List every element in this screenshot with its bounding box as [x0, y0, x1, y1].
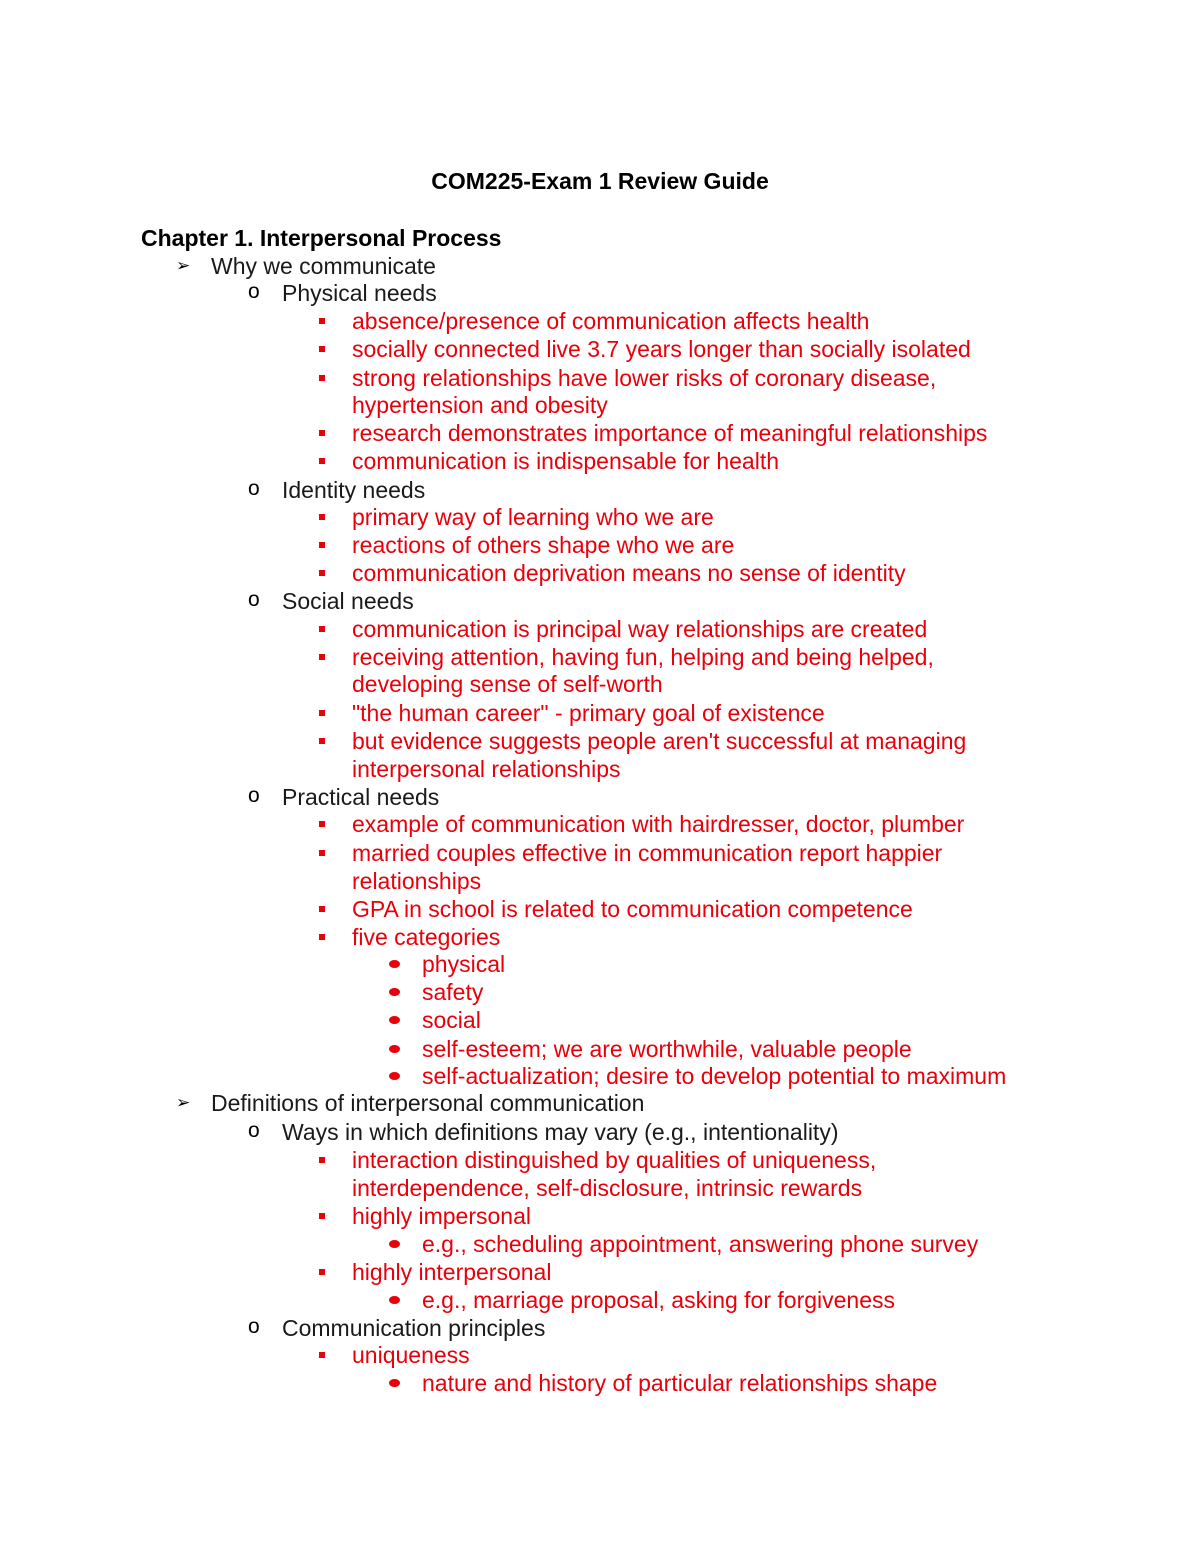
square-bullet-icon [319, 542, 325, 548]
arrow-bullet-icon: ➢ [176, 1093, 191, 1112]
outline-item-level-3: primary way of learning who we are [352, 504, 714, 530]
square-bullet-icon [319, 850, 325, 856]
outline-item-level-3: interdependence, self-disclosure, intrinsic rewards [352, 1175, 863, 1201]
outline-item-level-3: but evidence suggests people aren't successful at managing [352, 728, 967, 754]
outline-item-level-3: married couples effective in communication report happier [352, 840, 943, 866]
square-bullet-icon [319, 318, 325, 324]
square-bullet-icon [319, 710, 325, 716]
outline-item-level-3: uniqueness [352, 1342, 470, 1368]
circle-bullet-icon: o [248, 784, 260, 807]
square-bullet-icon [319, 654, 325, 660]
outline-item-level-2: Communication principles [282, 1315, 546, 1341]
circle-bullet-icon: o [248, 280, 260, 303]
square-bullet-icon [319, 906, 325, 912]
outline-item-level-3: interaction distinguished by qualities of uniqueness, [352, 1147, 877, 1173]
round-bullet-icon [389, 1296, 400, 1304]
square-bullet-icon [319, 821, 325, 827]
outline-item-level-3: highly interpersonal [352, 1259, 552, 1285]
outline-item-level-3: interpersonal relationships [352, 756, 621, 782]
round-bullet-icon [389, 1379, 400, 1387]
chapter-heading: Chapter 1. Interpersonal Process [141, 225, 502, 251]
square-bullet-icon [319, 1352, 325, 1358]
round-bullet-icon [389, 1072, 400, 1080]
arrow-bullet-icon: ➢ [176, 256, 191, 275]
outline-item-level-3: research demonstrates importance of meaningful relationships [352, 420, 988, 446]
outline-item-level-2: Practical needs [282, 784, 440, 810]
outline-item-level-3: communication is principal way relationships are created [352, 616, 928, 642]
outline-item-level-3: developing sense of self-worth [352, 671, 663, 697]
outline-item-level-3: socially connected live 3.7 years longer than socially isolated [352, 336, 971, 362]
outline-item-level-2: Social needs [282, 588, 414, 614]
outline-item-level-1: Why we communicate [211, 253, 436, 279]
outline-item-level-3: "the human career" - primary goal of existence [352, 700, 825, 726]
outline-item-level-4: self-actualization; desire to develop potential to maximum [422, 1063, 1007, 1089]
outline-item-level-3: hypertension and obesity [352, 392, 608, 418]
round-bullet-icon [389, 1045, 400, 1053]
square-bullet-icon [319, 570, 325, 576]
square-bullet-icon [319, 430, 325, 436]
square-bullet-icon [319, 346, 325, 352]
square-bullet-icon [319, 1269, 325, 1275]
outline-item-level-4: self-esteem; we are worthwhile, valuable people [422, 1036, 912, 1062]
outline-item-level-3: communication is indispensable for health [352, 448, 780, 474]
outline-item-level-4: physical [422, 951, 506, 977]
square-bullet-icon [319, 514, 325, 520]
outline-item-level-3: relationships [352, 868, 482, 894]
outline-item-level-2: Physical needs [282, 280, 437, 306]
outline-item-level-4: e.g., scheduling appointment, answering phone survey [422, 1231, 979, 1257]
square-bullet-icon [319, 375, 325, 381]
circle-bullet-icon: o [248, 477, 260, 500]
circle-bullet-icon: o [248, 1119, 260, 1142]
outline-item-level-3: example of communication with hairdresser, doctor, plumber [352, 811, 965, 837]
outline-item-level-2: Ways in which definitions may vary (e.g., intentionality) [282, 1119, 839, 1145]
outline-item-level-3: five categories [352, 924, 501, 950]
outline-item-level-3: receiving attention, having fun, helping and being helped, [352, 644, 934, 670]
document-title: COM225-Exam 1 Review Guide [431, 168, 769, 194]
circle-bullet-icon: o [248, 588, 260, 611]
outline-item-level-3: GPA in school is related to communication competence [352, 896, 913, 922]
square-bullet-icon [319, 738, 325, 744]
outline-item-level-2: Identity needs [282, 477, 426, 503]
outline-item-level-3: communication deprivation means no sense of identity [352, 560, 906, 586]
square-bullet-icon [319, 1157, 325, 1163]
circle-bullet-icon: o [248, 1315, 260, 1338]
round-bullet-icon [389, 1016, 400, 1024]
square-bullet-icon [319, 626, 325, 632]
round-bullet-icon [389, 1240, 400, 1248]
square-bullet-icon [319, 1213, 325, 1219]
outline-item-level-3: absence/presence of communication affects health [352, 308, 870, 334]
outline-item-level-4: e.g., marriage proposal, asking for forgiveness [422, 1287, 896, 1313]
outline-item-level-3: highly impersonal [352, 1203, 531, 1229]
outline-item-level-4: social [422, 1007, 481, 1033]
outline-item-level-4: nature and history of particular relationships shape [422, 1370, 938, 1396]
square-bullet-icon [319, 458, 325, 464]
round-bullet-icon [389, 960, 400, 968]
square-bullet-icon [319, 934, 325, 940]
outline-item-level-4: safety [422, 979, 484, 1005]
outline-item-level-1: Definitions of interpersonal communication [211, 1090, 645, 1116]
outline-item-level-3: strong relationships have lower risks of coronary disease, [352, 365, 937, 391]
round-bullet-icon [389, 988, 400, 996]
outline-item-level-3: reactions of others shape who we are [352, 532, 735, 558]
